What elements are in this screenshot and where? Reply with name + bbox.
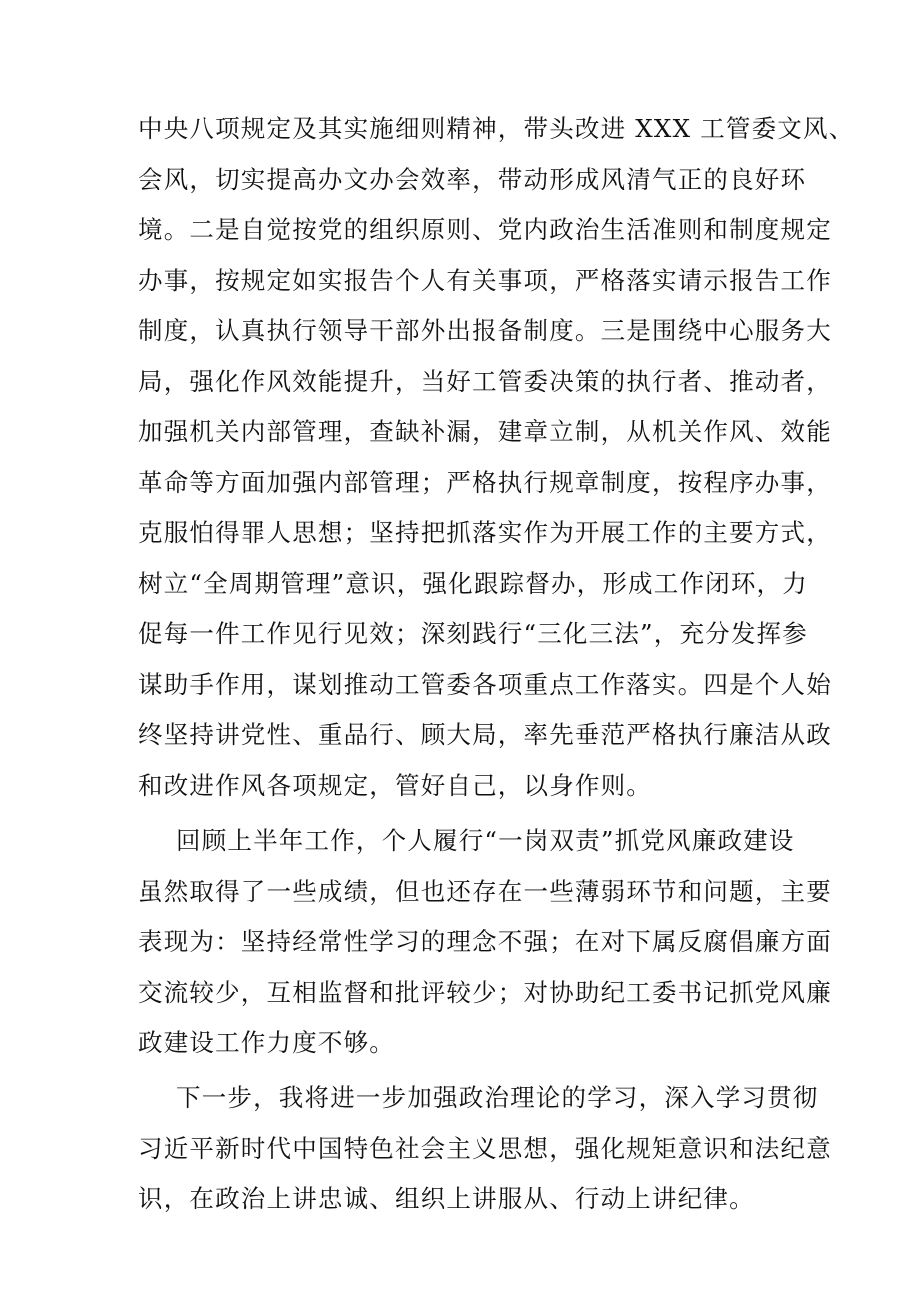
paragraph-line: 革命等方面加强内部管理；严格执行规章制度，按程序办事， bbox=[138, 468, 832, 497]
paragraph-line: 加强机关内部管理，查缺补漏，建章立制，从机关作风、效能 bbox=[138, 417, 832, 446]
paragraph-line: 谋助手作用，谋划推动工管委各项重点工作落实。四是个人始 bbox=[138, 670, 832, 699]
paragraph-line: 虽然取得了一些成绩，但也还存在一些薄弱环节和问题，主要 bbox=[138, 877, 832, 906]
paragraph-line: 政建设工作力度不够。 bbox=[138, 1028, 395, 1057]
paragraph-line: 和改进作风各项规定，管好自己，以身作则。 bbox=[138, 771, 652, 800]
paragraph-line: 树立“全周期管理”意识，强化跟踪督办，形成工作闭环，力 bbox=[138, 569, 808, 598]
paragraph-line: 境。二是自觉按党的组织原则、党内政治生活准则和制度规定 bbox=[138, 215, 832, 244]
paragraph-line: 促每一件工作见行见效；深刻践行“三化三法”，充分发挥参 bbox=[138, 619, 808, 648]
paragraph-line: 办事，按规定如实报告个人有关事项，严格落实请示报告工作 bbox=[138, 266, 832, 295]
paragraph-line: 习近平新时代中国特色社会主义思想，强化规矩意识和法纪意 bbox=[138, 1134, 832, 1163]
paragraph-line: 表现为：坚持经常性学习的理念不强；在对下属反腐倡廉方面 bbox=[138, 927, 832, 956]
paragraph-line: 识，在政治上讲忠诚、组织上讲服从、行动上讲纪律。 bbox=[138, 1184, 755, 1213]
paragraph-first-line: 下一步，我将进一步加强政治理论的学习，深入学习贯彻 bbox=[176, 1083, 819, 1112]
paragraph-line: 制度，认真执行领导干部外出报备制度。三是围绕中心服务大 bbox=[138, 316, 832, 345]
paragraph-line: 克服怕得罪人思想；坚持把抓落实作为开展工作的主要方式， bbox=[138, 518, 832, 547]
paragraph-line: 交流较少，互相监督和批评较少；对协助纪工委书记抓党风廉 bbox=[138, 978, 832, 1007]
paragraph-line: 会风，切实提高办文办会效率，带动形成风清气正的良好环 bbox=[138, 165, 807, 194]
paragraph-line: 中央八项规定及其实施细则精神，带头改进 XXX 工管委文风、 bbox=[138, 114, 855, 143]
paragraph-line: 终坚持讲党性、重品行、顾大局，率先垂范严格执行廉洁从政 bbox=[138, 720, 832, 749]
paragraph-first-line: 回顾上半年工作，个人履行“一岗双责”抓党风廉政建设 bbox=[176, 826, 795, 855]
paragraph-line: 局，强化作风效能提升，当好工管委决策的执行者、推动者， bbox=[138, 367, 832, 396]
